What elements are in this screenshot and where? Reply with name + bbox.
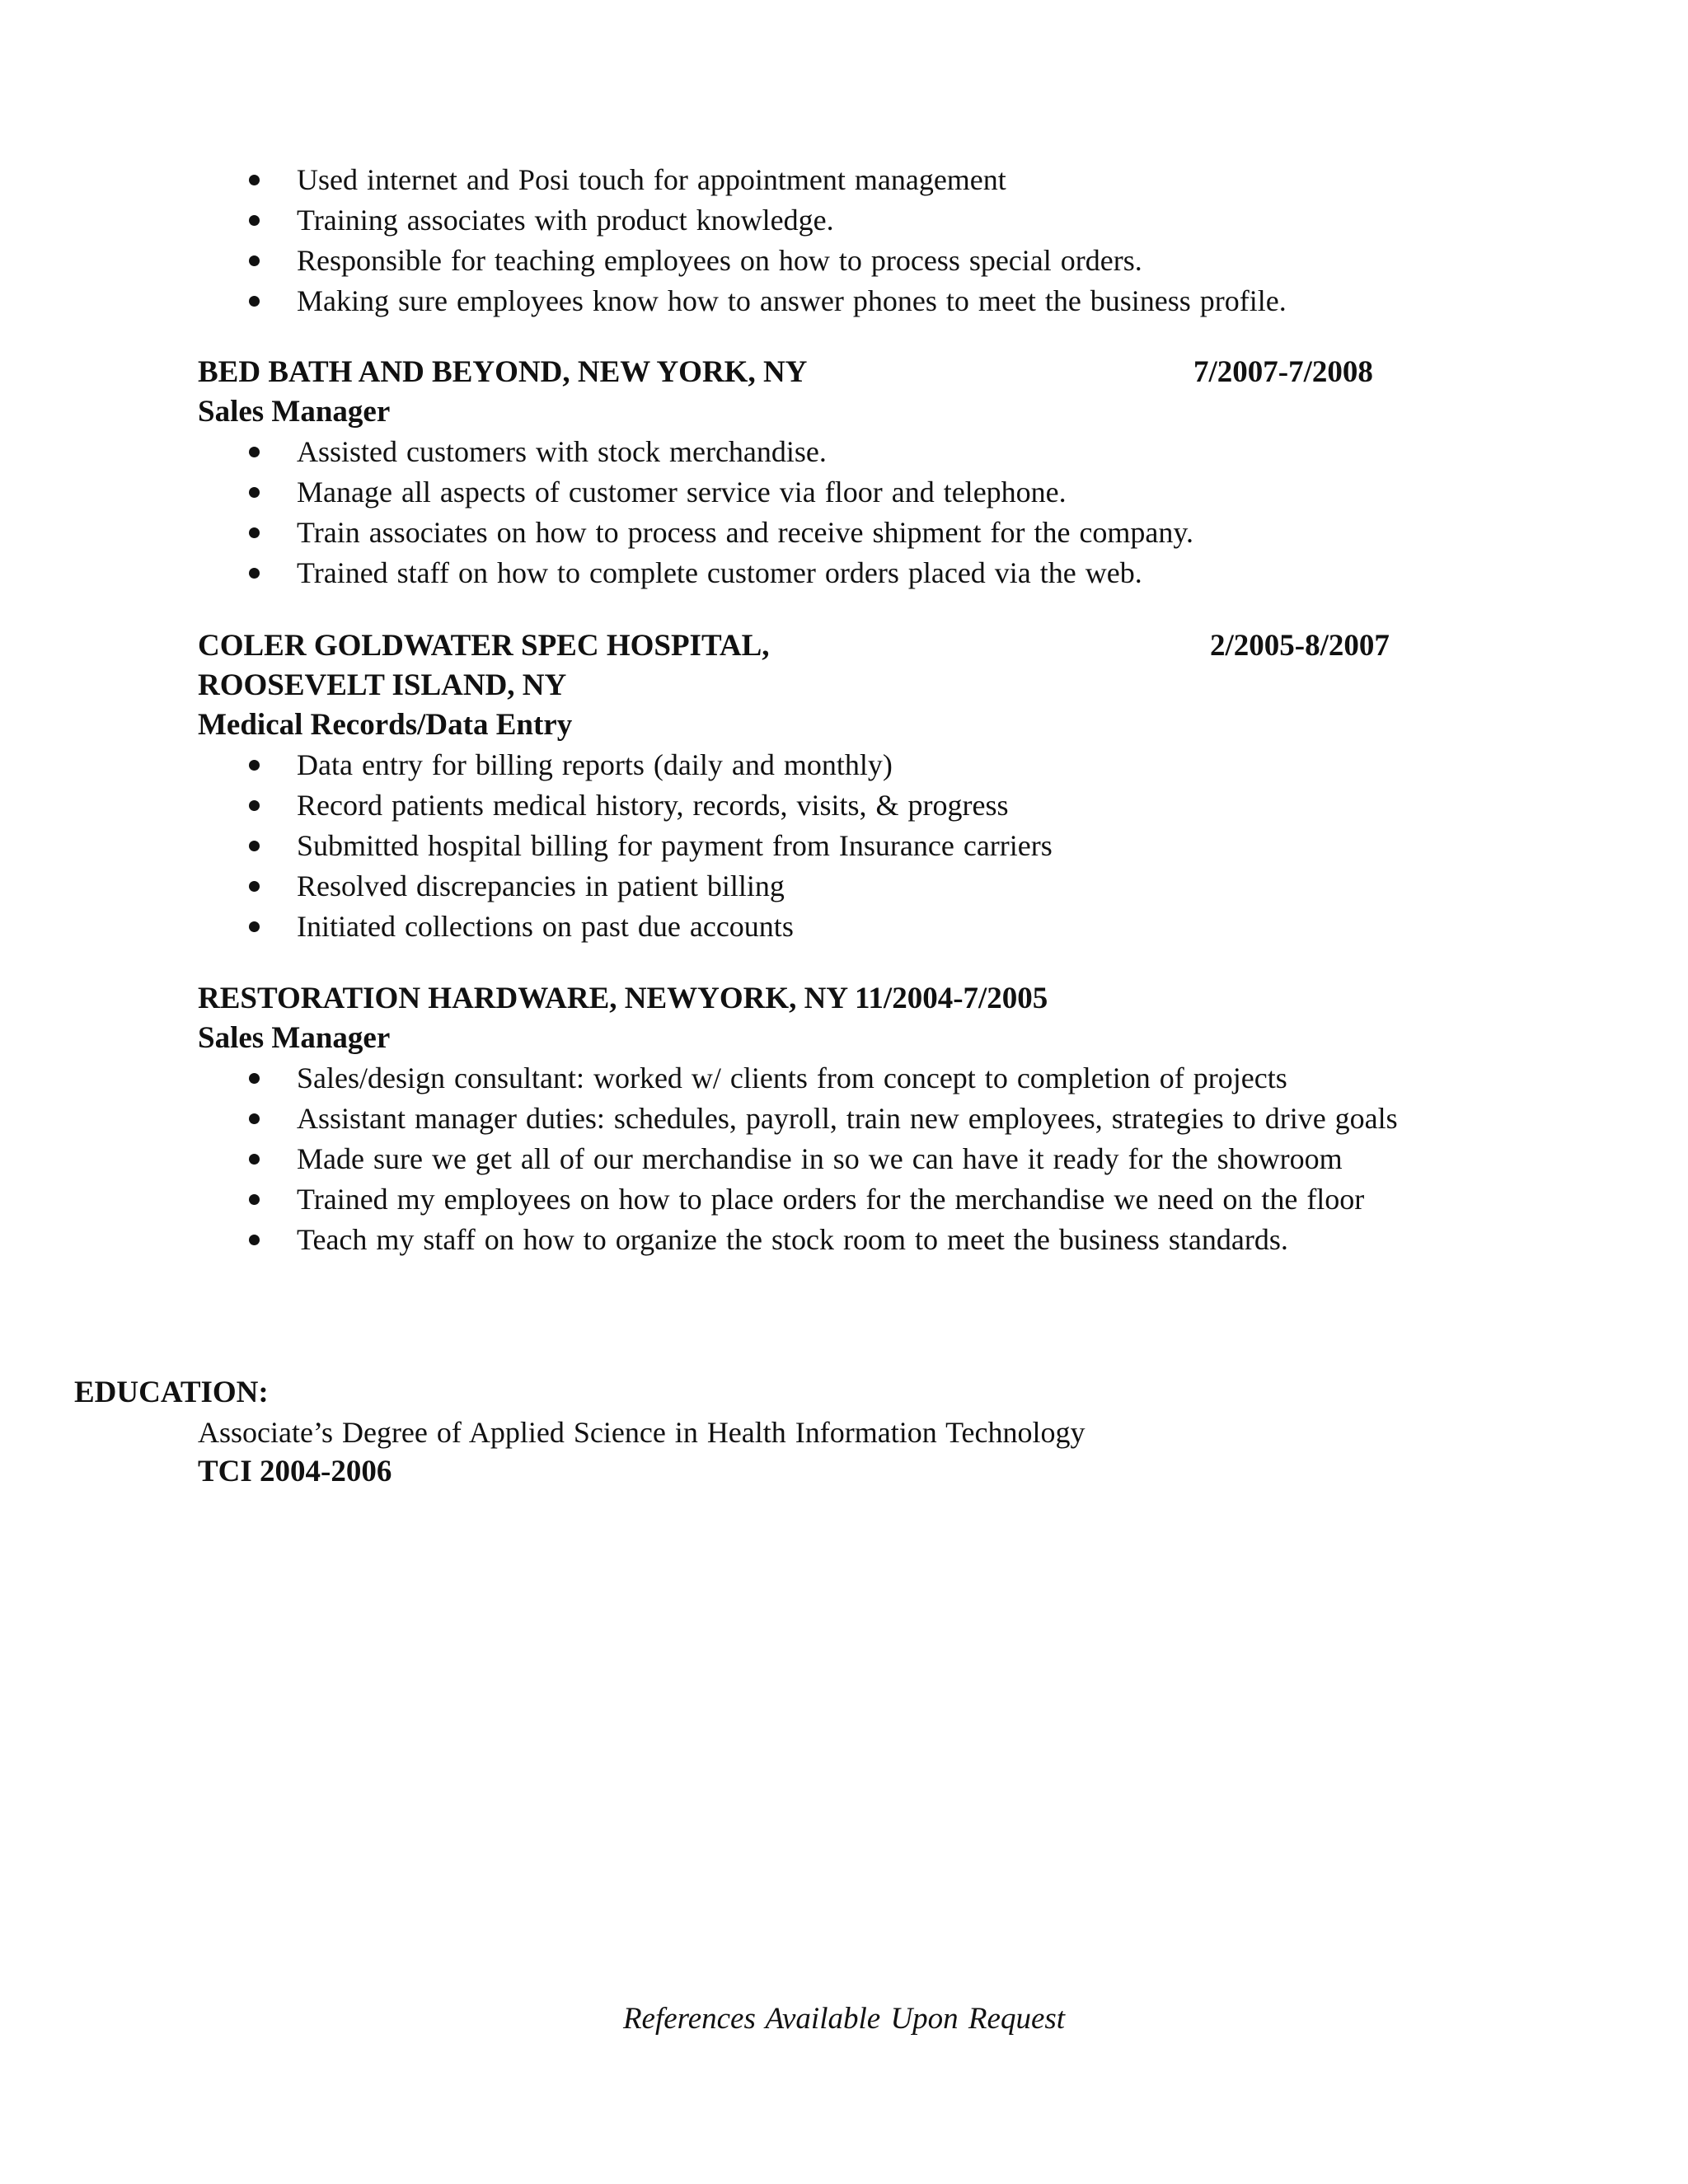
bullet-icon [249, 760, 260, 771]
employer-heading [198, 353, 1517, 392]
bullet-text: Assisted customers with stock merchandise. [297, 435, 827, 468]
job-title: Sales Manager [198, 1021, 391, 1055]
bullet-icon [249, 921, 260, 932]
employer-name: BED BATH AND BEYOND, NEW YORK, NY [198, 355, 808, 389]
bullet-text: Used internet and Posi touch for appointment management [297, 163, 1006, 196]
employment-dates: 7/2007-7/2008 [1193, 355, 1373, 389]
bullet-icon [249, 841, 260, 851]
bullet-text: Data entry for billing reports (daily and monthly) [297, 748, 893, 781]
bullet-item [198, 241, 1517, 281]
bullet-text: Teach my staff on how to organize the stock room to meet the business standards. [297, 1223, 1288, 1256]
job-bullet-list [198, 1058, 1517, 1260]
bullet-icon [249, 1194, 260, 1205]
bullet-icon [249, 1235, 260, 1245]
job-title: Sales Manager [198, 395, 391, 429]
bullet-item [198, 513, 1517, 553]
bullet-icon [249, 568, 260, 579]
bullet-text: Manage all aspects of customer service via floor and telephone. [297, 476, 1067, 509]
bullet-item [198, 281, 1517, 321]
bullet-icon [249, 215, 260, 226]
bullet-item [198, 160, 1517, 200]
bullet-icon [249, 800, 260, 811]
bullet-icon [249, 1113, 260, 1124]
bullet-item [198, 553, 1517, 593]
employer-heading: RESTORATION HARDWARE, NEWYORK, NY 11/2004-7/2005 [198, 982, 1048, 1015]
bullet-text: Train associates on how to process and receive shipment for the company. [297, 516, 1194, 549]
bullet-icon [249, 447, 260, 457]
bullet-text: Sales/design consultant: worked w/ clients from concept to completion of projects [297, 1062, 1287, 1094]
bullet-icon [249, 255, 260, 266]
bullet-icon [249, 881, 260, 892]
employment-dates: 2/2005-8/2007 [1210, 629, 1390, 663]
bullet-text: Trained my employees on how to place orders for the merchandise we need on the floor [297, 1183, 1365, 1216]
bullet-item [198, 785, 1517, 826]
bullet-item [198, 745, 1517, 785]
bullet-text: Trained staff on how to complete customer orders placed via the web. [297, 556, 1142, 589]
bullet-item [198, 1058, 1517, 1099]
education-degree: Associate’s Degree of Applied Science in Health Information Technology [198, 1416, 1085, 1449]
bullet-text: Training associates with product knowledge. [297, 204, 834, 237]
bullet-item [198, 907, 1517, 947]
bullet-text: Responsible for teaching employees on how to process special orders. [297, 244, 1142, 277]
employer-heading [198, 626, 1517, 666]
previous-job-bullet-list [198, 160, 1517, 321]
bullet-text: Submitted hospital billing for payment from Insurance carriers [297, 829, 1053, 862]
bullet-icon [249, 1073, 260, 1084]
bullet-text: Making sure employees know how to answer phones to meet the business profile. [297, 284, 1287, 317]
education-school: TCI 2004-2006 [198, 1455, 392, 1488]
bullet-item [198, 432, 1517, 472]
job-entry-restoration-hardware [198, 979, 1517, 1260]
bullet-item [198, 826, 1517, 866]
bullet-icon [249, 175, 260, 185]
bullet-item [198, 1139, 1517, 1179]
bullet-icon [249, 527, 260, 538]
bullet-item [198, 1099, 1517, 1139]
bullet-icon [249, 296, 260, 307]
bullet-item [198, 200, 1517, 241]
bullet-text: Record patients medical history, records, visits, & progress [297, 789, 1009, 822]
bullet-item [198, 472, 1517, 513]
job-entry-bed-bath-and-beyond [198, 353, 1517, 593]
bullet-text: Resolved discrepancies in patient billing [297, 869, 785, 902]
employer-name: COLER GOLDWATER SPEC HOSPITAL, [198, 629, 770, 663]
bullet-item [198, 1220, 1517, 1260]
job-title: Medical Records/Data Entry [198, 708, 573, 742]
employer-location: ROOSEVELT ISLAND, NY [198, 668, 567, 702]
job-entry-coler-goldwater [198, 626, 1517, 947]
bullet-item [198, 1179, 1517, 1220]
references-note: References Available Upon Request [622, 2002, 1066, 2036]
education-heading: EDUCATION: [74, 1376, 269, 1409]
bullet-item [198, 866, 1517, 907]
job-bullet-list [198, 745, 1517, 947]
bullet-text: Made sure we get all of our merchandise in so we can have it ready for the showroom [297, 1142, 1343, 1175]
bullet-icon [249, 1154, 260, 1165]
bullet-icon [249, 487, 260, 498]
job-bullet-list [198, 432, 1517, 593]
bullet-text: Initiated collections on past due accounts [297, 910, 794, 943]
bullet-text: Assistant manager duties: schedules, payroll, train new employees, strategies to drive goals [297, 1102, 1398, 1135]
